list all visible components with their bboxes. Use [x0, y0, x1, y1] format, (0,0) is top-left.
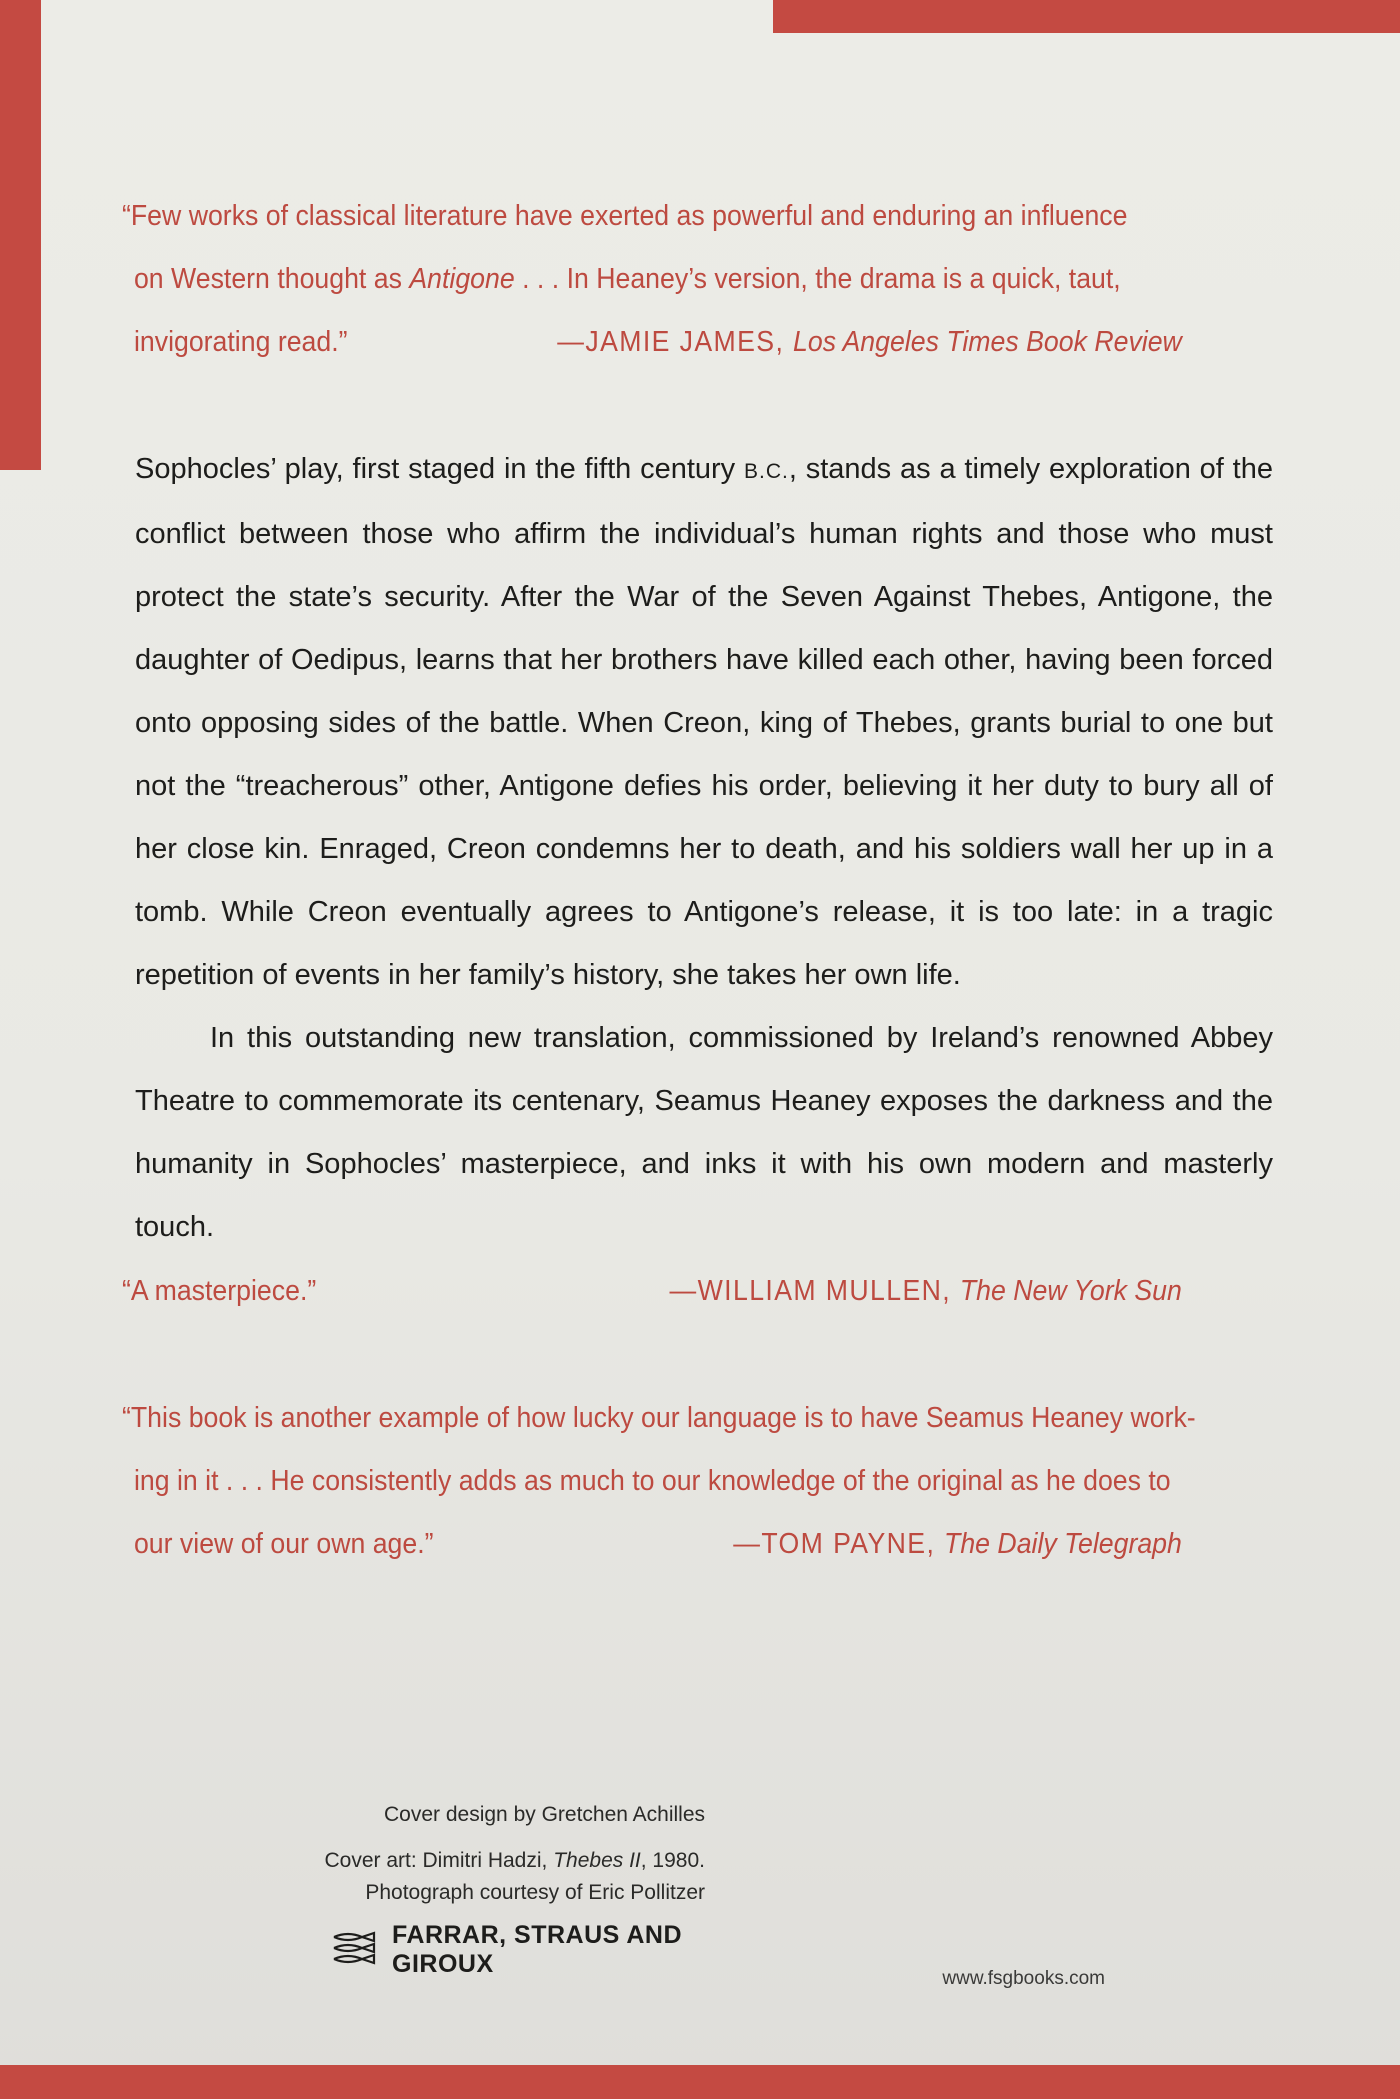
book-description — [135, 438, 1273, 1259]
publisher-website: www.fsgbooks.com — [942, 1968, 1105, 1989]
quote-text: “A masterpiece.” — [122, 1275, 317, 1307]
top-accent-bar — [773, 0, 1400, 33]
reviewer-name: —TOM PAYNE, — [733, 1528, 936, 1560]
quote-line — [122, 1260, 1182, 1323]
quote-text-part: . . . In Heaney’s version, the drama is a quick, taut, — [522, 263, 1121, 295]
book-title: Antigone — [409, 263, 515, 295]
cover-art-text: Cover art: Dimitri Hadzi, — [324, 1849, 548, 1872]
quote-line — [122, 185, 1182, 248]
quote-text-part: on Western thought as — [133, 263, 402, 295]
reviewer-name: —JAMIE JAMES, — [557, 326, 785, 358]
description-paragraph-1 — [135, 438, 1273, 1007]
bottom-accent-bar — [0, 2065, 1400, 2099]
cover-credits — [230, 1799, 705, 1909]
publisher-name: FARRAR, STRAUS AND GIROUX — [392, 1921, 683, 1978]
quote-line — [122, 1387, 1196, 1450]
description-text: , stands as a timely exploration of the conflict between those who affirm the individual’s human rights and those who must protect the state’s security. After the War of the Seven Against Thebes, Antigone, the daughter of Oedipus, learns that her brothers have killed each other, having been forced onto opposing sides of the battle. When Creon, king of Thebes, grants burial to one but not the “treacherous” other, Antigone defies his order, believing it her duty to bury all of her close kin. Enraged, Creon condemns her to death, and his soldiers wall her up in a tomb. While Creon eventually agrees to Antigone’s release, it is too late: in a tragic repetition of events in her family’s history, she takes her own life. — [135, 453, 1273, 991]
photo-credit: Photograph courtesy of Eric Pollitzer — [365, 1881, 705, 1904]
cover-art-credit — [230, 1845, 705, 1877]
review-quote-1 — [122, 185, 1182, 374]
review-quote-3 — [122, 1387, 1196, 1576]
quote-text: “This book is another example of how lucky our language is to have Seamus Heaney work- — [122, 1402, 1196, 1434]
publication-name: Los Angeles Times Book Review — [793, 326, 1182, 358]
fish-logo-icon — [330, 1931, 380, 1970]
quote-text — [134, 248, 1121, 311]
publication-name: The New York Sun — [959, 1275, 1182, 1307]
era-abbreviation: B.C. — [744, 460, 789, 483]
quote-line — [122, 248, 1182, 311]
quote-attribution — [557, 311, 1182, 374]
quote-line — [122, 1513, 1182, 1576]
quote-text: ing in it . . . He consistently adds as much to our knowledge of the original as he does to — [133, 1465, 1171, 1497]
quote-line — [122, 311, 1182, 374]
description-text: Sophocles’ play, first staged in the fifth century — [135, 453, 736, 485]
cover-art-year: , 1980. — [640, 1849, 705, 1872]
left-accent-bar — [0, 0, 41, 470]
artwork-title: Thebes II — [553, 1849, 641, 1872]
quote-attribution — [670, 1260, 1182, 1323]
reviewer-name: —WILLIAM MULLEN, — [669, 1275, 952, 1307]
quote-text: “Few works of classical literature have exerted as powerful and enduring an influence — [122, 200, 1128, 232]
quote-text: invigorating read.” — [133, 326, 348, 358]
description-paragraph-2: In this outstanding new translation, commissioned by Ireland’s renowned Abbey Theatre to commemorate its centenary, Seamus Heaney exposes the darkness and the humanity in Sophocles’ masterpiece, and inks it with his own modern and masterly touch. — [135, 1022, 1273, 1243]
cover-design-credit: Cover design by Gretchen Achilles — [384, 1803, 705, 1826]
quote-text: our view of our own age.” — [133, 1528, 434, 1560]
publication-name: The Daily Telegraph — [944, 1528, 1182, 1560]
quote-attribution — [733, 1513, 1182, 1576]
publisher-imprint — [330, 1921, 705, 1978]
quote-line — [122, 1450, 1182, 1513]
fish-logo-graphic — [330, 1931, 380, 1965]
review-quote-2 — [122, 1260, 1182, 1323]
